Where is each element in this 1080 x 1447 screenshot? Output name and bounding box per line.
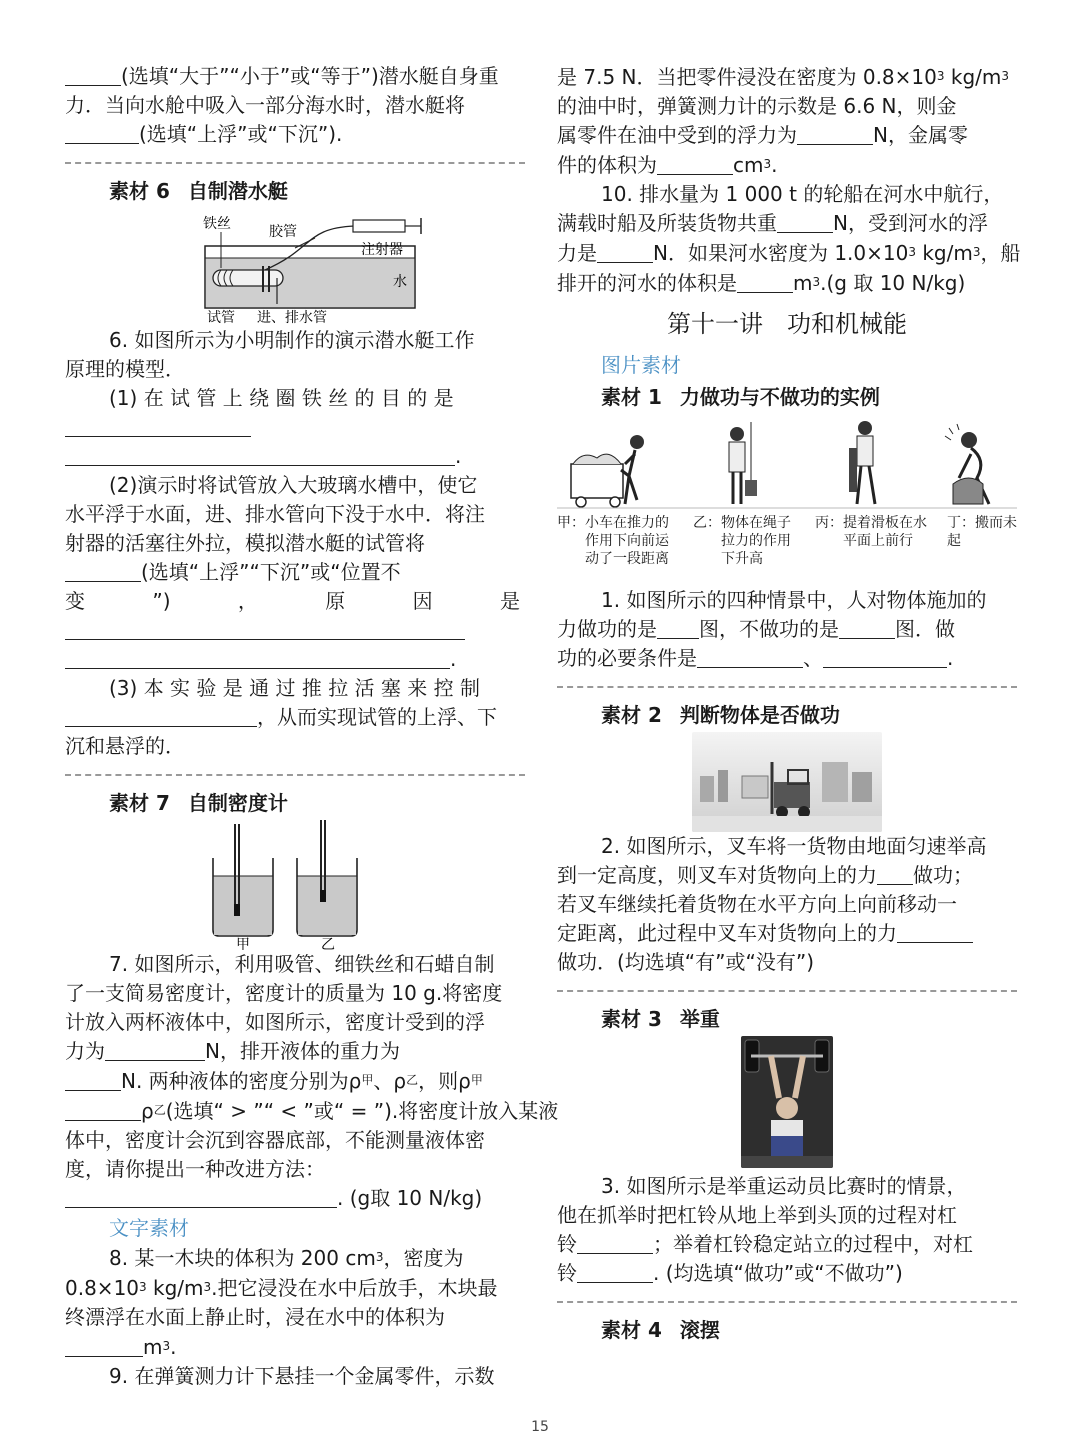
answer-blank[interactable] [897, 922, 973, 943]
submarine-model-diagram [165, 208, 425, 326]
q6-line-2: 原理的模型． [65, 357, 185, 381]
q9-line-2: 是 7.5 N．当把零件浸没在密度为 $0.8\times 10^3$ $kg/m^3$ [557, 65, 1009, 89]
rope-lift-illustration [729, 422, 757, 504]
material-6-heading: 素材 6 自制潜水艇 [109, 179, 288, 203]
water-label: 水 [393, 274, 407, 290]
q6-line-4: (2)演示时将试管放入大玻璃水槽中，使它 [109, 473, 478, 497]
q3-line-4: 铃 . (均选填“做功”或“不做功”) [557, 1261, 903, 1285]
answer-blank[interactable] [737, 272, 793, 293]
page-number: 15 [531, 1419, 549, 1435]
densimeter-beakers-diagram [205, 820, 385, 950]
q6-line-1: 6. 如图所示为小明制作的演示潜水艇工作 [109, 328, 475, 352]
q7-line-6: $\rho^乙$(选填“ > ”“ < ”或“ = ”).将密度计放入某液 [65, 1096, 525, 1126]
answer-blank[interactable] [65, 1100, 141, 1121]
q10-line-4: 排开的河水的体积是 $m^3.(g$ 取 10 N/kg) [557, 271, 966, 295]
answer-blank[interactable] [65, 123, 139, 144]
section-divider [65, 162, 525, 164]
answer-blank[interactable] [65, 1336, 143, 1357]
left-column [65, 62, 559, 1391]
q7-line-4: 力为 N，排开液体的重力为 [65, 1039, 400, 1063]
pipe-label: 进、排水管 [257, 310, 327, 326]
q2-line-1: 2. 如图所示，叉车将一货物由地面匀速举高 [601, 834, 987, 858]
answer-blank[interactable] [65, 561, 141, 582]
q2-line-3: 若叉车继续托着货物在水平方向上向前移动一 [557, 892, 957, 916]
q10-line-1: 10. 排水量为 1 000 t 的轮船在河水中航行， [601, 182, 1004, 206]
q6-line-10: ，从而实现试管的上浮、下 [65, 703, 525, 732]
answer-blank[interactable] [877, 864, 913, 885]
answer-blank[interactable] [577, 1233, 653, 1254]
material-2-heading: 素材 2 判断物体是否做功 [601, 703, 840, 727]
answer-blank[interactable] [657, 154, 733, 175]
answer-blank[interactable] [697, 647, 803, 668]
answer-blank[interactable] [65, 65, 121, 86]
beaker-b-label: 乙 [321, 937, 335, 950]
chapter-title: 第十一讲 功和机械能 [667, 310, 907, 338]
answer-blank[interactable] [65, 445, 455, 466]
intro-line-2: 力．当向水舱中吸入一部分海水时，潜水艇将 [65, 93, 465, 117]
q6-blank-line [65, 413, 525, 442]
syringe-label: 注射器 [361, 242, 403, 258]
answer-blank[interactable] [65, 1187, 337, 1208]
answer-blank[interactable] [657, 618, 699, 639]
caption-d: 丁：搬而未起 [947, 515, 1017, 549]
q7-line-3: 计放入两杯液体中，如图所示，密度计受到的浮 [65, 1010, 485, 1034]
q8-line-1: 8. 某一木块的体积为 200 $cm^3$，密度为 [109, 1246, 464, 1270]
material-1-heading: 素材 1 力做功与不做功的实例 [601, 385, 880, 409]
text-material-heading: 文字素材 [109, 1216, 189, 1240]
answer-blank[interactable] [777, 212, 833, 233]
weightlifter-photo [741, 1036, 833, 1168]
q1-line-1: 1. 如图所示的四种情景中，人对物体施加的 [601, 588, 987, 612]
q3-line-1: 3. 如图所示是举重运动员比赛时的情景， [601, 1174, 967, 1198]
section-divider [557, 1301, 1017, 1303]
tube-label: 试管 [207, 310, 235, 326]
q9-line-5: 件的体积为 $cm^3$. [557, 153, 778, 177]
q6-line-6: 射器的活塞往外拉，模拟潜水艇的试管将 [65, 531, 425, 555]
q10-line-3: 力是 N．如果河水密度为 $1.0\times 10^3$ $kg/m^3$，船 [557, 241, 1021, 265]
q10-line-2: 满载时船及所装货物共重 N，受到河水的浮 [557, 211, 988, 235]
q2-line-4: 定距离，此过程中叉车对货物向上的力 [557, 919, 1017, 948]
q1-line-3: 功的必要条件是 、 . [557, 646, 954, 670]
q2-line-2: 到一定高度，则叉车对货物向上的力 做功； [557, 863, 973, 887]
q2-line-5: 做功．(均选填“有”或“没有”) [557, 950, 815, 974]
answer-blank[interactable] [577, 1262, 653, 1283]
intro-line-3: (选填“上浮”或“下沉”). [65, 120, 525, 149]
answer-blank[interactable] [839, 618, 895, 639]
q8-line-4: $m^3$. [65, 1332, 525, 1362]
caption-c: 丙：提着滑板在水 平面上前行 [815, 515, 927, 549]
right-column [557, 62, 1021, 1347]
q6-blank-line-2: . [65, 442, 525, 471]
q6-line-7: (选填“上浮”“下沉”或“位置不 [65, 558, 525, 587]
q6-line-8: 变 ”) ， 原 因 是 [65, 589, 520, 613]
q7-line-1: 7. 如图所示，利用吸管、细铁丝和石蜡自制 [109, 952, 495, 976]
beaker-a-label: 甲 [236, 937, 250, 950]
answer-blank[interactable] [65, 1070, 121, 1091]
q7-line-5: N. 两种液体的密度分别为$\rho^甲$、$\rho^乙$，则$\rho^甲$ [65, 1066, 525, 1096]
material-4-heading: 素材 4 滚摆 [601, 1318, 720, 1342]
q9-line-4: 属零件在油中受到的浮力为 N，金属零 [557, 123, 968, 147]
material-3-heading: 素材 3 举重 [601, 1007, 720, 1031]
q6-line-5: 水平浮于水面，进、排水管向下没于水中．将注 [65, 502, 485, 526]
answer-blank[interactable] [65, 706, 257, 727]
material-7-heading: 素材 7 自制密度计 [109, 791, 288, 815]
picture-material-heading: 图片素材 [601, 353, 681, 377]
q3-line-3: 铃 ；举着杠铃稳定站立的过程中，对杠 [557, 1232, 973, 1256]
q6-line-3: (1) 在 试 管 上 绕 圈 铁 丝 的 目 的 是 [109, 386, 454, 410]
q9-line-3: 的油中时，弹簧测力计的示数是 6.6 N，则金 [557, 94, 957, 118]
answer-blank[interactable] [823, 647, 947, 668]
q7-line-9: . (g取 10 N/kg) [65, 1184, 525, 1213]
answer-blank[interactable] [597, 242, 653, 263]
q6-blank-line-3 [65, 616, 525, 645]
section-divider [65, 774, 525, 776]
wire-label: 铁丝 [203, 216, 231, 232]
answer-blank[interactable] [65, 416, 251, 437]
q7-line-7: 体中，密度计会沉到容器底部，不能测量液体密 [65, 1128, 485, 1152]
q7-line-2: 了一支简易密度计，密度计的质量为 10 g.将密度 [65, 981, 503, 1005]
failed-lift-illustration [945, 424, 989, 504]
q6-line-9: (3) 本 实 验 是 通 过 推 拉 活 塞 来 控 制 [109, 676, 480, 700]
forklift-photo [692, 732, 882, 832]
section-divider [557, 686, 1017, 688]
intro-line-1: (选填“大于”“小于”或“等于”)潜水艇自身重 [65, 62, 525, 91]
answer-blank[interactable] [65, 648, 450, 669]
answer-blank[interactable] [797, 124, 873, 145]
answer-blank[interactable] [65, 619, 465, 640]
q6-line-11: 沉和悬浮的． [65, 734, 185, 758]
section-divider [557, 990, 1017, 992]
q8-line-2: $0.8\times 10^3$ $kg/m^3$.把它浸没在水中后放手，木块最 [65, 1276, 498, 1300]
cart-push-illustration [571, 435, 644, 507]
q7-line-8: 度，请你提出一种改进方法： [65, 1157, 325, 1181]
q3-line-2: 他在抓举时把杠铃从地上举到头顶的过程对杠 [557, 1203, 957, 1227]
q1-line-2: 力做功的是 图，不做功的是 图．做 [557, 617, 955, 641]
answer-blank[interactable] [105, 1040, 205, 1061]
q8-line-3: 终漂浮在水面上静止时，浸在水中的体积为 [65, 1305, 445, 1329]
hose-label: 胶管 [269, 224, 297, 240]
q9-line-1: 9. 在弹簧测力计下悬挂一个金属零件，示数 [109, 1364, 495, 1388]
caption-a: 甲：小车在推力的 作用下向前运 动了一段距离 [557, 515, 669, 567]
caption-b: 乙：物体在绳子 拉力的作用 下升高 [693, 515, 791, 567]
skateboard-carry-illustration [849, 421, 875, 504]
q6-blank-line-4: . [65, 645, 525, 674]
